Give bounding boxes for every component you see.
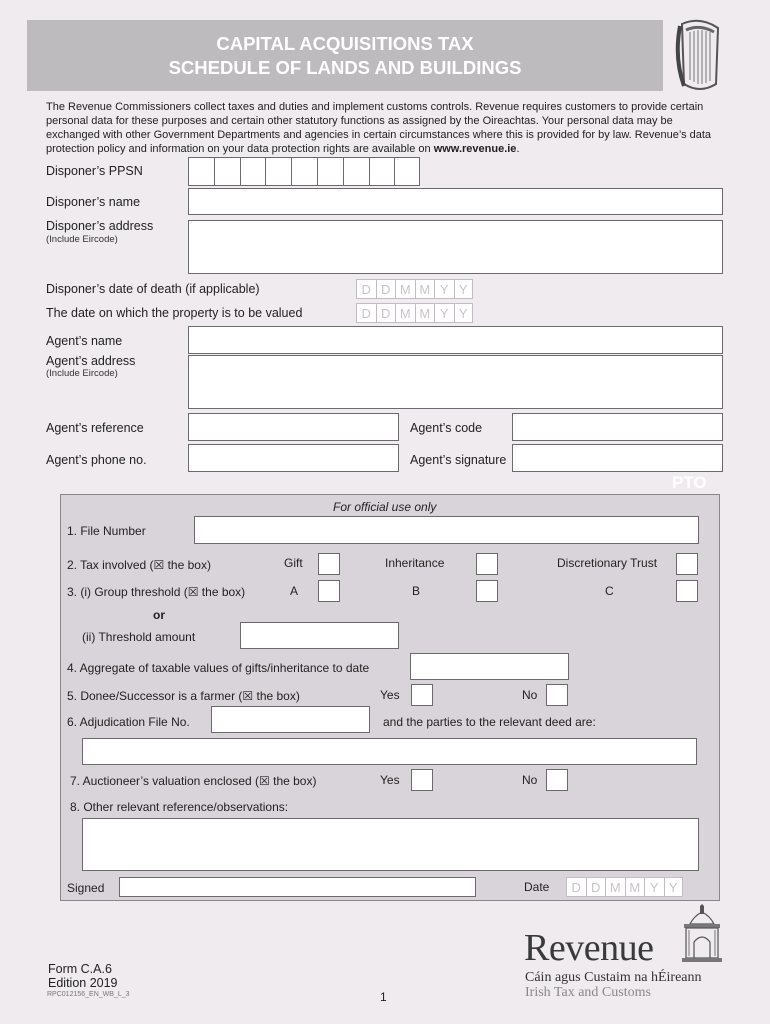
other-reference-label: 8. Other relevant reference/observations: xyxy=(70,800,289,814)
date-digit[interactable]: M xyxy=(605,877,625,897)
agent-signature-label: Agent’s signature xyxy=(410,453,507,467)
agent-address-label: Agent’s address xyxy=(46,354,136,368)
threshold-a-checkbox[interactable] xyxy=(318,580,340,602)
agent-reference-label: Agent’s reference xyxy=(46,421,144,435)
form-number: Form C.A.6 xyxy=(48,962,112,976)
threshold-a-label: A xyxy=(290,584,299,598)
valuation-date-label: The date on which the property is to be valued xyxy=(46,306,303,320)
farmer-yes-label: Yes xyxy=(380,688,400,702)
date-digit[interactable]: M xyxy=(395,279,415,299)
signed-field[interactable] xyxy=(119,877,476,897)
threshold-b-label: B xyxy=(412,584,421,598)
date-digit[interactable]: M xyxy=(415,303,435,323)
date-digit[interactable]: D xyxy=(356,303,376,323)
inheritance-checkbox[interactable] xyxy=(476,553,498,575)
form-code: RPC012156_EN_WB_L_3 xyxy=(47,991,130,998)
agent-address-hint: (Include Eircode) xyxy=(46,368,118,379)
date-digit[interactable]: D xyxy=(376,279,396,299)
ppsn-label: Disponer’s PPSN xyxy=(46,164,143,178)
date-digit[interactable]: D xyxy=(376,303,396,323)
ppsn-field[interactable] xyxy=(188,157,420,186)
farmer-label: 5. Donee/Successor is a farmer (☒ the box) xyxy=(67,689,300,703)
custom-house-icon xyxy=(680,904,724,966)
date-digit[interactable]: Y xyxy=(434,303,454,323)
date-digit[interactable]: Y xyxy=(664,877,684,897)
disponer-address-field[interactable] xyxy=(188,220,723,274)
date-digit[interactable]: Y xyxy=(644,877,664,897)
signed-label: Signed xyxy=(67,881,105,895)
threshold-amount-label: (ii) Threshold amount xyxy=(82,630,196,644)
date-digit[interactable]: Y xyxy=(454,279,474,299)
form-identifier xyxy=(48,962,118,990)
revenue-logo-text: Revenue xyxy=(524,927,654,969)
official-use-heading: For official use only xyxy=(333,500,437,514)
farmer-no-checkbox[interactable] xyxy=(546,684,568,706)
file-number-field[interactable] xyxy=(194,516,699,544)
date-digit[interactable]: D xyxy=(586,877,606,897)
notice-text: The Revenue Commissioners collect taxes and duties and implement customs controls. Revenue requires customers to provide certain personal data for these purposes and certain other statutory functions as assigned by the Oireachtas. Your personal data may be exchanged with other Government Departments and agencies in certain circumstances where this is provided for by law. Revenue’s data protection policy and information on your data protection rights are available on xyxy=(46,101,712,155)
official-date-label: Date xyxy=(524,880,550,894)
agent-reference-field[interactable] xyxy=(188,413,399,441)
ppsn-cell[interactable] xyxy=(343,157,369,186)
gift-checkbox[interactable] xyxy=(318,553,340,575)
threshold-c-checkbox[interactable] xyxy=(676,580,698,602)
pto-marker: PTO xyxy=(672,473,707,492)
disponer-name-field[interactable] xyxy=(188,188,723,215)
disponer-address-label: Disponer’s address xyxy=(46,219,154,233)
notice-end: . xyxy=(516,143,520,155)
agent-name-label: Agent’s name xyxy=(46,334,123,348)
threshold-c-label: C xyxy=(605,584,614,598)
other-reference-field[interactable] xyxy=(82,818,699,871)
date-digit[interactable]: Y xyxy=(454,303,474,323)
threshold-b-checkbox[interactable] xyxy=(476,580,498,602)
group-threshold-label: 3. (i) Group threshold (☒ the box) xyxy=(67,585,246,599)
ppsn-cell[interactable] xyxy=(369,157,395,186)
agent-name-field[interactable] xyxy=(188,326,723,354)
date-digit[interactable]: D xyxy=(356,279,376,299)
date-digit[interactable]: M xyxy=(625,877,645,897)
tax-involved-label: 2. Tax involved (☒ the box) xyxy=(67,558,211,572)
form-edition: Edition 2019 xyxy=(48,976,118,990)
date-digit[interactable]: M xyxy=(395,303,415,323)
ppsn-cell[interactable] xyxy=(214,157,240,186)
revenue-english-tagline: Irish Tax and Customs xyxy=(525,985,651,1000)
official-date-field[interactable] xyxy=(566,877,683,897)
valuation-date-field[interactable] xyxy=(356,303,473,323)
file-number-label: 1. File Number xyxy=(67,524,146,538)
farmer-no-label: No xyxy=(522,688,538,702)
auctioneer-label: 7. Auctioneer’s valuation enclosed (☒ the box) xyxy=(70,774,317,788)
parties-label: and the parties to the relevant deed are: xyxy=(383,715,596,729)
ppsn-cell[interactable] xyxy=(394,157,420,186)
auctioneer-no-label: No xyxy=(522,773,538,787)
farmer-yes-checkbox[interactable] xyxy=(411,684,433,706)
ppsn-cell[interactable] xyxy=(240,157,266,186)
ppsn-cell[interactable] xyxy=(188,157,214,186)
aggregate-label: 4. Aggregate of taxable values of gifts/inheritance to date xyxy=(67,661,370,675)
form-title-banner xyxy=(27,20,663,91)
data-protection-notice xyxy=(46,100,726,156)
date-of-death-field[interactable] xyxy=(356,279,473,299)
auctioneer-no-checkbox[interactable] xyxy=(546,769,568,791)
disponer-address-hint: (Include Eircode) xyxy=(46,234,118,245)
agent-code-field[interactable] xyxy=(512,413,723,441)
form-title-line2: SCHEDULE OF LANDS AND BUILDINGS xyxy=(168,56,522,78)
adjudication-label: 6. Adjudication File No. xyxy=(67,715,190,729)
ppsn-cell[interactable] xyxy=(265,157,291,186)
agent-signature-field[interactable] xyxy=(512,444,723,472)
gift-label: Gift xyxy=(284,556,303,570)
auctioneer-yes-label: Yes xyxy=(380,773,400,787)
auctioneer-yes-checkbox[interactable] xyxy=(411,769,433,791)
page-number: 1 xyxy=(380,990,387,1004)
ppsn-cell[interactable] xyxy=(291,157,317,186)
discretionary-trust-label: Discretionary Trust xyxy=(557,556,658,570)
agent-phone-label: Agent’s phone no. xyxy=(46,453,147,467)
agent-code-label: Agent’s code xyxy=(410,421,483,435)
revenue-irish-tagline: Cáin agus Custaim na hÉireann xyxy=(525,970,702,985)
form-title-line1: CAPITAL ACQUISITIONS TAX xyxy=(216,32,474,54)
parties-field[interactable] xyxy=(82,738,697,765)
threshold-amount-field[interactable] xyxy=(240,622,399,649)
inheritance-label: Inheritance xyxy=(385,556,445,570)
revenue-link[interactable]: www.revenue.ie xyxy=(433,143,517,155)
disponer-name-label: Disponer’s name xyxy=(46,195,141,209)
adjudication-field[interactable] xyxy=(211,706,370,733)
agent-phone-field[interactable] xyxy=(188,444,399,472)
or-label: or xyxy=(153,608,165,622)
date-digit[interactable]: M xyxy=(415,279,435,299)
harp-emblem-icon xyxy=(672,18,728,94)
aggregate-field[interactable] xyxy=(410,653,569,680)
ppsn-cell[interactable] xyxy=(317,157,343,186)
date-digit[interactable]: Y xyxy=(434,279,454,299)
date-of-death-label: Disponer’s date of death (if applicable) xyxy=(46,282,260,296)
date-digit[interactable]: D xyxy=(566,877,586,897)
discretionary-trust-checkbox[interactable] xyxy=(676,553,698,575)
agent-address-field[interactable] xyxy=(188,355,723,409)
